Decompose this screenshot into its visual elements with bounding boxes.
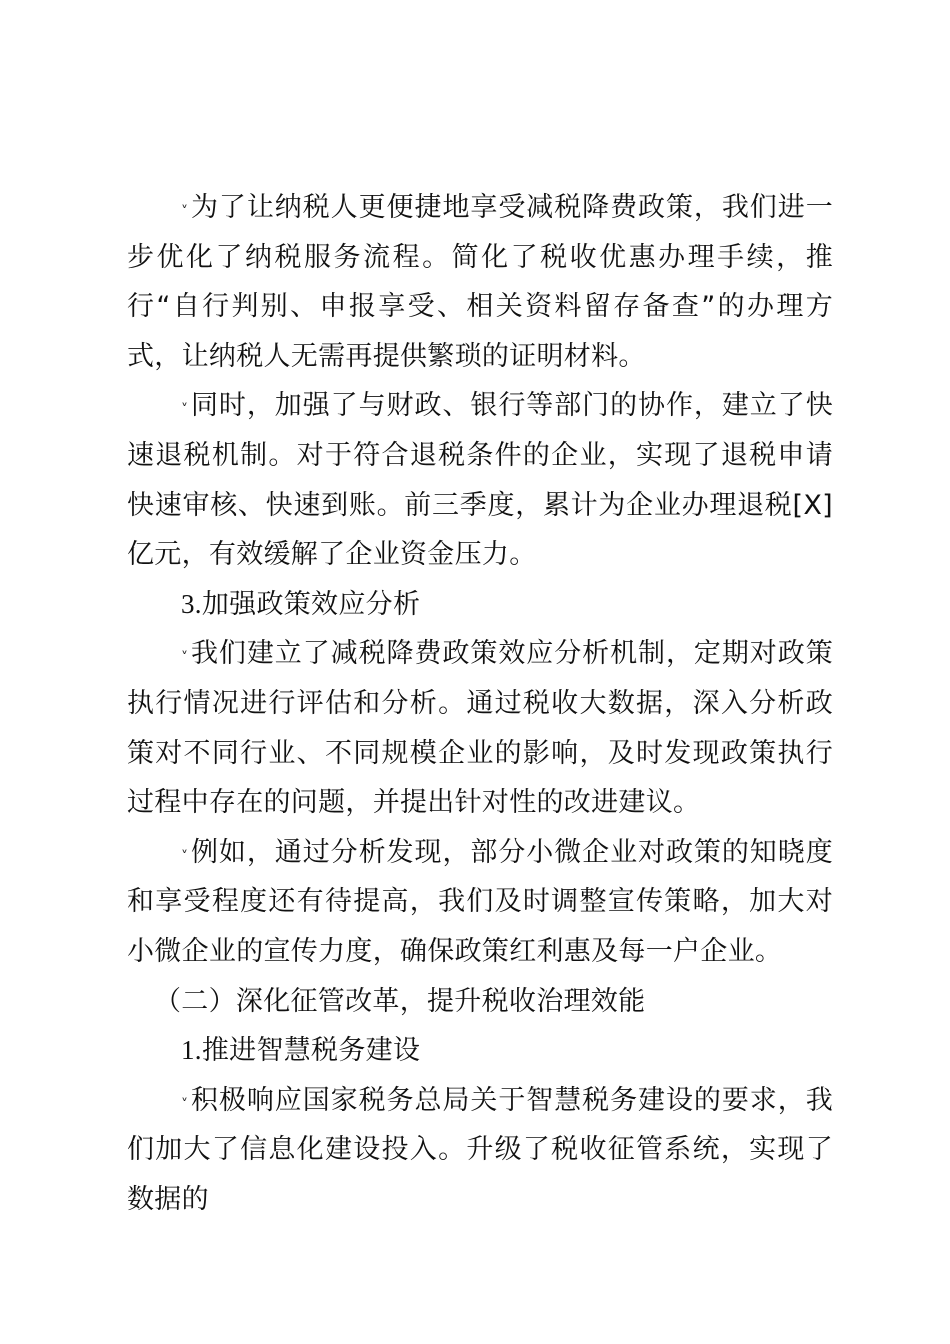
paragraph-mark-icon: ˅ (181, 848, 189, 865)
document-body (127, 183, 833, 1224)
paragraph-text: 我们建立了减税降费政策效应分析机制，定期对政策执行情况进行评估和分析。通过税收大数据，深入分析政策对不同行业、不同规模企业的影响，及时发现政策执行过程中存在的问题，并提出针对性的改进建议。 (127, 638, 833, 819)
heading-text: 推进智慧税务建设 (201, 1035, 421, 1067)
paragraph-text: 同时，加强了与财政、银行等部门的协作，建立了快速退税机制。对于符合退税条件的企业，实现了退税申请快速审核、快速到账。前三季度，累计为企业办理退税[X]亿元，有效缓解了企业资金压力。 (127, 390, 833, 571)
paragraph-tax-service-optimization (127, 183, 833, 381)
paragraph-text: 积极响应国家税务总局关于智慧税务建设的要求，我们加大了信息化建设投入。升级了税收征管系统，实现了数据的 (127, 1084, 833, 1215)
section-heading-smart-tax (127, 1026, 833, 1076)
heading-number: 1. (181, 1035, 202, 1066)
paragraph-mark-icon: ˅ (181, 1096, 189, 1113)
paragraph-mark-icon: ˅ (181, 650, 189, 667)
paragraph-policy-effect-mechanism (127, 629, 833, 827)
paragraph-text: 例如，通过分析发现，部分小微企业对政策的知晓度和享受程度还有待提高，我们及时调整宣传策略，加大对小微企业的宣传力度，确保政策红利惠及每一户企业。 (127, 836, 833, 967)
paragraph-text: 为了让纳税人更便捷地享受减税降费政策，我们进一步优化了纳税服务流程。简化了税收优惠办理手续，推行“自行判别、申报享受、相关资料留存备查”的办理方式，让纳税人无需再提供繁琐的证明材料。 (127, 192, 833, 372)
paragraph-smart-tax-construction (127, 1076, 833, 1225)
heading-text: 加强政策效应分析 (201, 588, 421, 620)
paragraph-mark-icon: ˅ (181, 204, 189, 220)
heading-text: （二）深化征管改革，提升税收治理效能 (154, 985, 646, 1017)
heading-number: 3. (181, 588, 202, 619)
section-heading-policy-analysis (127, 580, 833, 630)
paragraph-small-business-example (127, 828, 833, 977)
paragraph-fast-refund-mechanism (127, 381, 833, 579)
section-heading-collection-reform (127, 977, 833, 1027)
paragraph-mark-icon: ˅ (181, 402, 189, 419)
